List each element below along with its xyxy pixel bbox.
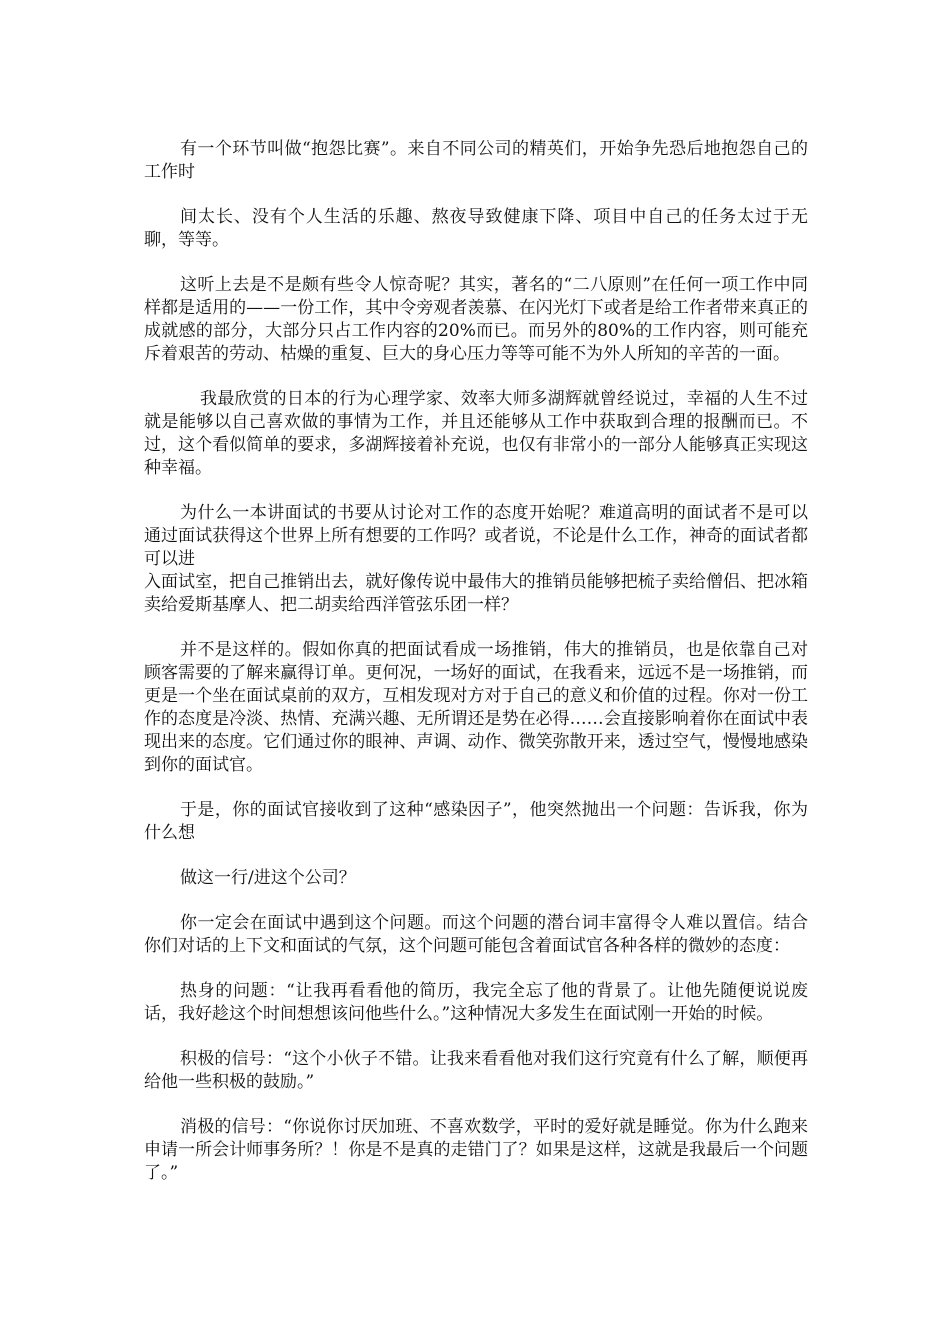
paragraph-infection-factor: 于是，你的面试官接收到了这种“感染因子”，他突然抛出一个问题：告诉我，你为什么想 bbox=[144, 800, 808, 843]
paragraph-positive-signal: 积极的信号：“这个小伙子不错。让我来看看他对我们这行究竟有什么了解，顺便再给他一些积极的鼓励。” bbox=[144, 1049, 808, 1092]
paragraph-subtext: 你一定会在面试中遇到这个问题。而这个问题的潜台词丰富得令人难以置信。结合你们对话的上下文和面试的气氛，这个问题可能包含着面试官各种各样的微妙的态度： bbox=[144, 913, 808, 956]
paragraph-not-selling: 并不是这样的。假如你真的把面试看成一场推销，伟大的推销员，也是依靠自己对顾客需要的了解来赢得订单。更何况，一场好的面试，在我看来，远远不是一场推销，而更是一个坐在面试桌前的双方，互相发现对方对于自己的意义和价值的过程。你对一份工作的态度是冷淡、热情、充满兴趣、无所谓还是势在必得……会直接影响着你在面试中表现出来的态度。它们通过你的眼神、声调、动作、微笑弥散开来，透过空气，慢慢地感染到你的面试官。 bbox=[144, 640, 808, 775]
document-body bbox=[144, 138, 808, 1207]
paragraph-complaint-contest: 有一个环节叫做“抱怨比赛”。来自不同公司的精英们，开始争先恐后地抱怨自己的工作时 bbox=[144, 139, 808, 182]
paragraph-question: 做这一行/进这个公司？ bbox=[180, 868, 356, 888]
paragraph-warmup-question: 热身的问题：“让我再看看他的简历，我完全忘了他的背景了。让他先随便说说废话，我好趁这个时间想想该问他些什么。”这种情况大多发生在面试刚一开始的时候。 bbox=[144, 981, 808, 1024]
paragraph-complaint-list: 间太长、没有个人生活的乐趣、熬夜导致健康下降、项目中自己的任务太过于无聊，等等。 bbox=[144, 207, 808, 250]
paragraph-pareto-principle: 这听上去是不是颇有些令人惊奇呢？其实，著名的“二八原则”在任何一项工作中同样都是适用的——一份工作，其中令旁观者羡慕、在闪光灯下或者是给工作者带来真正的成就感的部分，大部分只占工作内容的20%而已。而另外的80%的工作内容，则可能充斥着艰苦的劳动、枯燥的重复、巨大的身心压力等等可能不为外人所知的辛苦的一面。 bbox=[144, 275, 808, 364]
paragraph-salesman: 入面试室，把自己推销出去，就好像传说中最伟大的推销员能够把梳子卖给僧侣、把冰箱卖给爱斯基摩人、把二胡卖给西洋管弦乐团一样？ bbox=[144, 572, 808, 615]
paragraph-negative-signal: 消极的信号：“你说你讨厌加班、不喜欢数学，平时的爱好就是睡觉。你为什么跑来申请一所会计师事务所？！你是不是真的走错门了？如果是这样，这就是我最后一个问题了。” bbox=[144, 1117, 808, 1183]
paragraph-why-attitude: 为什么一本讲面试的书要从讨论对工作的态度开始呢？难道高明的面试者不是可以通过面试获得这个世界上所有想要的工作吗？或者说，不论是什么工作，神奇的面试者都可以进 bbox=[144, 503, 808, 569]
paragraph-tago-akira: 我最欣赏的日本的行为心理学家、效率大师多湖辉就曾经说过，幸福的人生不过就是能够以自己喜欢做的事情为工作，并且还能够从工作中获取到合理的报酬而已。不过，这个看似简单的要求，多湖辉接着补充说，也仅有非常小的一部分人能够真正实现这种幸福。 bbox=[144, 389, 808, 478]
